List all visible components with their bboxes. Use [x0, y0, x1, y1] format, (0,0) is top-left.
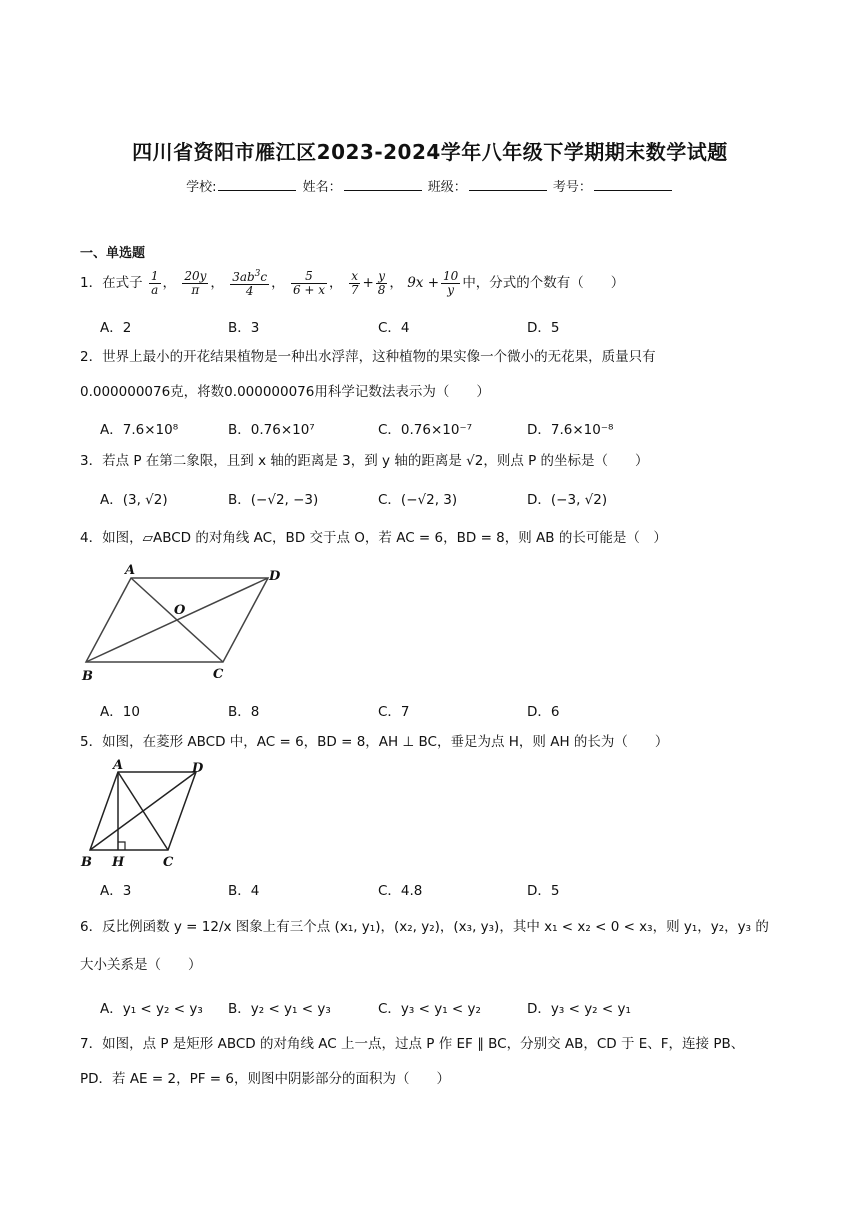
label-c: C	[163, 855, 174, 870]
name-label: 姓名：	[302, 180, 342, 195]
number-label: 考号：	[552, 180, 592, 195]
expr-5-over-6px: $\frac{5}{6 + x}$	[292, 268, 326, 297]
school-blank[interactable]	[218, 178, 296, 191]
question-6-line-2: 大小关系是（ ）	[80, 957, 202, 973]
question-7-line-1: 7．如图，点 P 是矩形 ABCD 的对角线 AC 上一点，过点 P 作 EF ∥ BC，分别交 AB，CD 于 E、F，连接 PB、	[80, 1036, 745, 1052]
label-d: D	[192, 761, 204, 776]
label-a: A	[113, 758, 124, 773]
expr-20y-over-pi: $\frac{20y}{\pi}$	[184, 268, 207, 297]
q5-option-b[interactable]: B．4	[228, 883, 260, 899]
q1-prefix: 1．在式子	[80, 275, 143, 291]
q6-option-d[interactable]: D．y₃ < y₂ < y₁	[527, 1001, 631, 1017]
expr-y-over-8: $\frac{y}{8}$	[377, 268, 386, 297]
q2-option-d[interactable]: D．7.6×10⁻⁸	[527, 422, 614, 438]
q3-option-b[interactable]: B．(−√2, −3)	[228, 492, 319, 508]
q5-option-c[interactable]: C．4.8	[378, 883, 423, 899]
question-2-line-2: 0.000000076克，将数0.000000076用科学记数法表示为（ ）	[80, 384, 490, 400]
q5-option-a[interactable]: A．3	[100, 883, 132, 899]
expr-1-over-a: $\frac{1}{a}$	[150, 268, 159, 297]
expr-x-over-7: $\frac{x}{7}$	[350, 268, 359, 297]
q4-option-d[interactable]: D．6	[527, 704, 560, 720]
expr-3ab3c-over-4: $\frac{3ab^3c}{4}$	[232, 269, 268, 298]
q1-option-a[interactable]: A．2	[100, 320, 132, 336]
class-blank[interactable]	[469, 178, 547, 191]
label-a: A	[125, 563, 136, 578]
student-info-line	[0, 176, 860, 195]
label-c: C	[213, 667, 224, 682]
q6-option-a[interactable]: A．y₁ < y₂ < y₃	[100, 1001, 203, 1017]
section-heading: 一、单选题	[80, 246, 146, 261]
rhombus-figure	[78, 758, 218, 870]
label-d: D	[269, 569, 281, 584]
question-2-line-1: 2．世界上最小的开花结果植物是一种出水浮萍，这种植物的果实像一个微小的无花果，质量只有	[80, 349, 656, 365]
label-b: B	[81, 855, 92, 870]
number-blank[interactable]	[594, 178, 672, 191]
q4-option-a[interactable]: A．10	[100, 704, 140, 720]
question-1: 1．在式子 $\frac{1}{a}$ ， $\frac{20y}{\pi}$ ， $\frac{3ab^3c}{4}$ ， $\frac{5}{6 + x}$ ， $\frac{x}{7}$ + $\frac{y}{8}$ ， 9x + $\frac{10}{y}$ 中，分式的个数有（ ）	[80, 268, 625, 298]
q3-option-d[interactable]: D．(−3, √2)	[527, 492, 608, 508]
q6-option-b[interactable]: B．y₂ < y₁ < y₃	[228, 1001, 331, 1017]
expr-10-over-y: $\frac{10}{y}$	[443, 268, 459, 297]
q3-option-c[interactable]: C．(−√2, 3)	[378, 492, 458, 508]
q1-option-b[interactable]: B．3	[228, 320, 260, 336]
q1-suffix: 中，分式的个数有（ ）	[462, 275, 625, 291]
expr-9x: 9x +	[407, 275, 440, 291]
diagonal-bd	[86, 578, 268, 662]
exam-title: 四川省资阳市雁江区2023-2024学年八年级下学期期末数学试题	[132, 140, 728, 164]
q3-option-a[interactable]: A．(3, √2)	[100, 492, 168, 508]
q4-option-c[interactable]: C．7	[378, 704, 410, 720]
q2-option-b[interactable]: B．0.76×10⁷	[228, 422, 315, 438]
q2-option-a[interactable]: A．7.6×10⁸	[100, 422, 179, 438]
label-o: O	[174, 603, 186, 618]
question-6-line-1: 6．反比例函数 y = 12/x 图象上有三个点 (x₁, y₁)，(x₂, y₂)，(x₃, y₃)，其中 x₁ < x₂ < 0 < x₃，则 y₁，y₂，y₃ 的	[80, 919, 769, 935]
label-h: H	[112, 855, 125, 870]
question-4: 4．如图，▱ABCD 的对角线 AC，BD 交于点 O，若 AC = 6，BD = 8，则 AB 的长可能是（ ）	[80, 530, 667, 546]
q1-option-c[interactable]: C．4	[378, 320, 410, 336]
q5-option-d[interactable]: D．5	[527, 883, 560, 899]
parallelogram-figure	[78, 562, 298, 686]
right-angle-mark	[118, 842, 125, 850]
school-label: 学校:	[186, 180, 217, 195]
q2-option-c[interactable]: C．0.76×10⁻⁷	[378, 422, 473, 438]
diagonal-bd	[90, 772, 196, 850]
q1-option-d[interactable]: D．5	[527, 320, 560, 336]
question-3: 3．若点 P 在第二象限，且到 x 轴的距离是 3，到 y 轴的距离是 √2，则点 P 的坐标是（ ）	[80, 453, 649, 469]
q4-option-b[interactable]: B．8	[228, 704, 260, 720]
question-5: 5．如图，在菱形 ABCD 中，AC = 6，BD = 8，AH ⊥ BC，垂足为点 H，则 AH 的长为（ ）	[80, 734, 669, 750]
q6-option-c[interactable]: C．y₃ < y₁ < y₂	[378, 1001, 481, 1017]
name-blank[interactable]	[344, 178, 422, 191]
class-label: 班级：	[427, 180, 467, 195]
label-b: B	[82, 669, 93, 684]
question-7-line-2: PD．若 AE = 2，PF = 6，则图中阴影部分的面积为（ ）	[80, 1071, 450, 1087]
